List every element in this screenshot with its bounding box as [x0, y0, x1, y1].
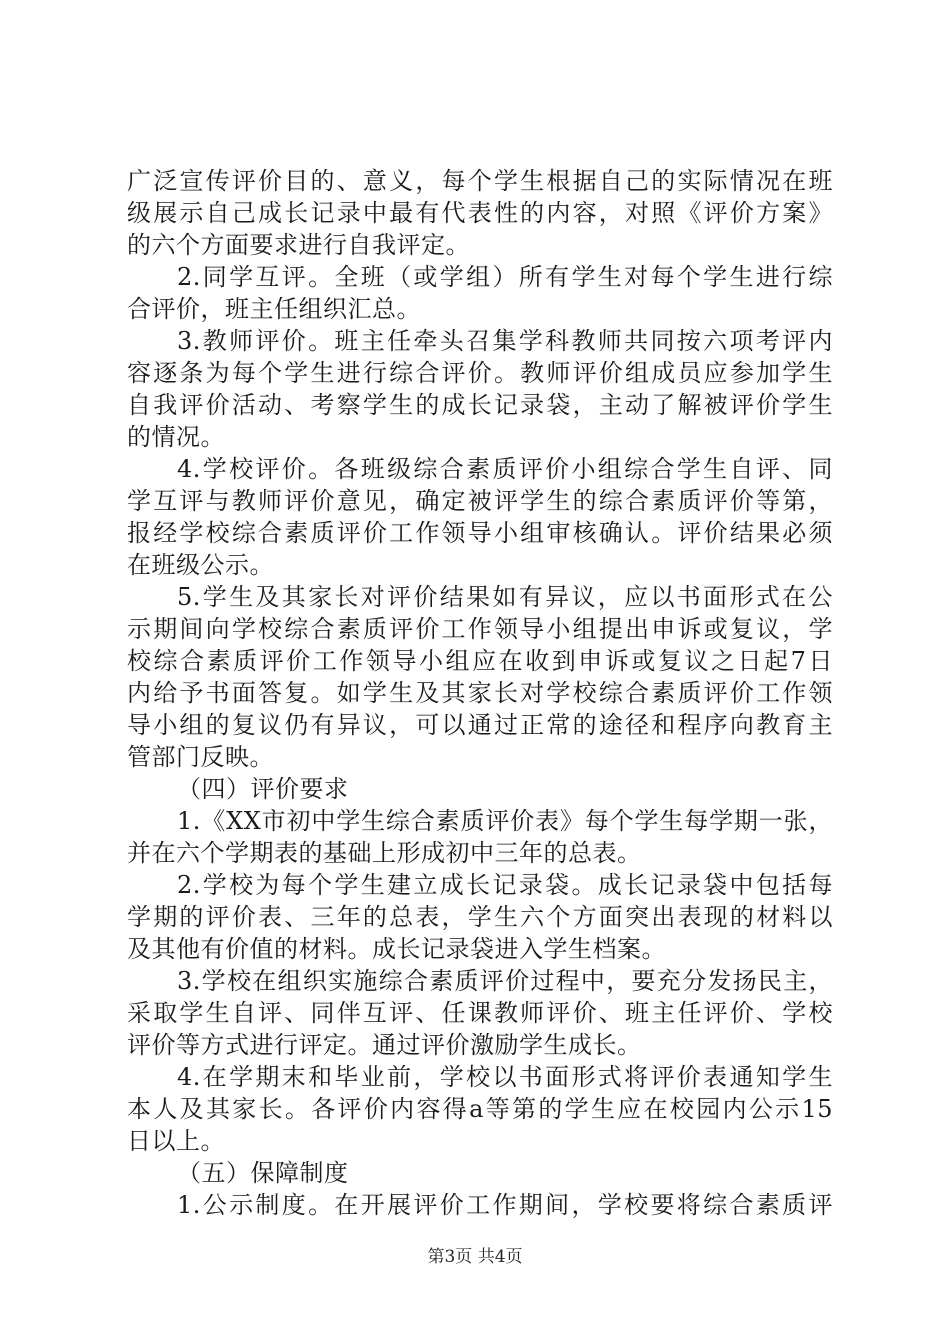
paragraph-line: 管部门反映。 — [127, 743, 274, 771]
paragraph-line: 5.学生及其家长对评价结果如有异议，应以书面形式在公 — [177, 583, 833, 611]
paragraph-line: 2.同学互评。全班（或学组）所有学生对每个学生进行综 — [177, 263, 833, 291]
paragraph-line: 校综合素质评价工作领导小组应在收到申诉或复议之日起7日 — [127, 647, 833, 675]
paragraph-line: 及其他有价值的材料。成长记录袋进入学生档案。 — [127, 935, 666, 963]
paragraph-line: 示期间向学校综合素质评价工作领导小组提出申诉或复议，学 — [127, 615, 833, 643]
paragraph-line: 的六个方面要求进行自我评定。 — [127, 231, 470, 259]
document-body — [127, 165, 833, 1221]
paragraph-line: 本人及其家长。各评价内容得a等第的学生应在校园内公示15 — [127, 1095, 833, 1123]
paragraph-line: 学期的评价表、三年的总表，学生六个方面突出表现的材料以 — [127, 903, 833, 931]
paragraph-line: 合评价，班主任组织汇总。 — [127, 295, 421, 323]
paragraph-line: 4.在学期末和毕业前，学校以书面形式将评价表通知学生 — [177, 1063, 833, 1091]
paragraph-line: 4.学校评价。各班级综合素质评价小组综合学生自评、同 — [177, 455, 833, 483]
paragraph-line: 1.《XX市初中学生综合素质评价表》每个学生每学期一张， — [177, 807, 833, 835]
paragraph-line: 在班级公示。 — [127, 551, 274, 579]
paragraph-line: 广泛宣传评价目的、意义，每个学生根据自己的实际情况在班 — [127, 167, 833, 195]
paragraph-line: 的情况。 — [127, 423, 225, 451]
paragraph-line: 日以上。 — [127, 1127, 225, 1155]
paragraph-line: 3.教师评价。班主任牵头召集学科教师共同按六项考评内 — [177, 327, 833, 355]
paragraph-line: 评价等方式进行评定。通过评价激励学生成长。 — [127, 1031, 642, 1059]
paragraph-line: 学互评与教师评价意见，确定被评学生的综合素质评价等第， — [127, 487, 833, 515]
paragraph-line: 3.学校在组织实施综合素质评价过程中，要充分发扬民主， — [177, 967, 833, 995]
paragraph-line: 报经学校综合素质评价工作领导小组审核确认。评价结果必须 — [127, 519, 833, 547]
paragraph-line: 2.学校为每个学生建立成长记录袋。成长记录袋中包括每 — [177, 871, 833, 899]
paragraph-line: 级展示自己成长记录中最有代表性的内容，对照《评价方案》 — [127, 199, 833, 227]
section-heading: （五）保障制度 — [177, 1159, 349, 1187]
paragraph-line: 自我评价活动、考察学生的成长记录袋，主动了解被评价学生 — [127, 391, 833, 419]
paragraph-line: 导小组的复议仍有异议，可以通过正常的途径和程序向教育主 — [127, 711, 833, 739]
paragraph-line: 内给予书面答复。如学生及其家长对学校综合素质评价工作领 — [127, 679, 833, 707]
section-heading: （四）评价要求 — [177, 775, 349, 803]
paragraph-line: 采取学生自评、同伴互评、任课教师评价、班主任评价、学校 — [127, 999, 833, 1027]
paragraph-line: 1.公示制度。在开展评价工作期间，学校要将综合素质评 — [177, 1191, 833, 1219]
paragraph-line: 并在六个学期表的基础上形成初中三年的总表。 — [127, 839, 642, 867]
page-number-footer: 第3页 共4页 — [427, 1247, 523, 1267]
paragraph-line: 容逐条为每个学生进行综合评价。教师评价组成员应参加学生 — [127, 359, 833, 387]
